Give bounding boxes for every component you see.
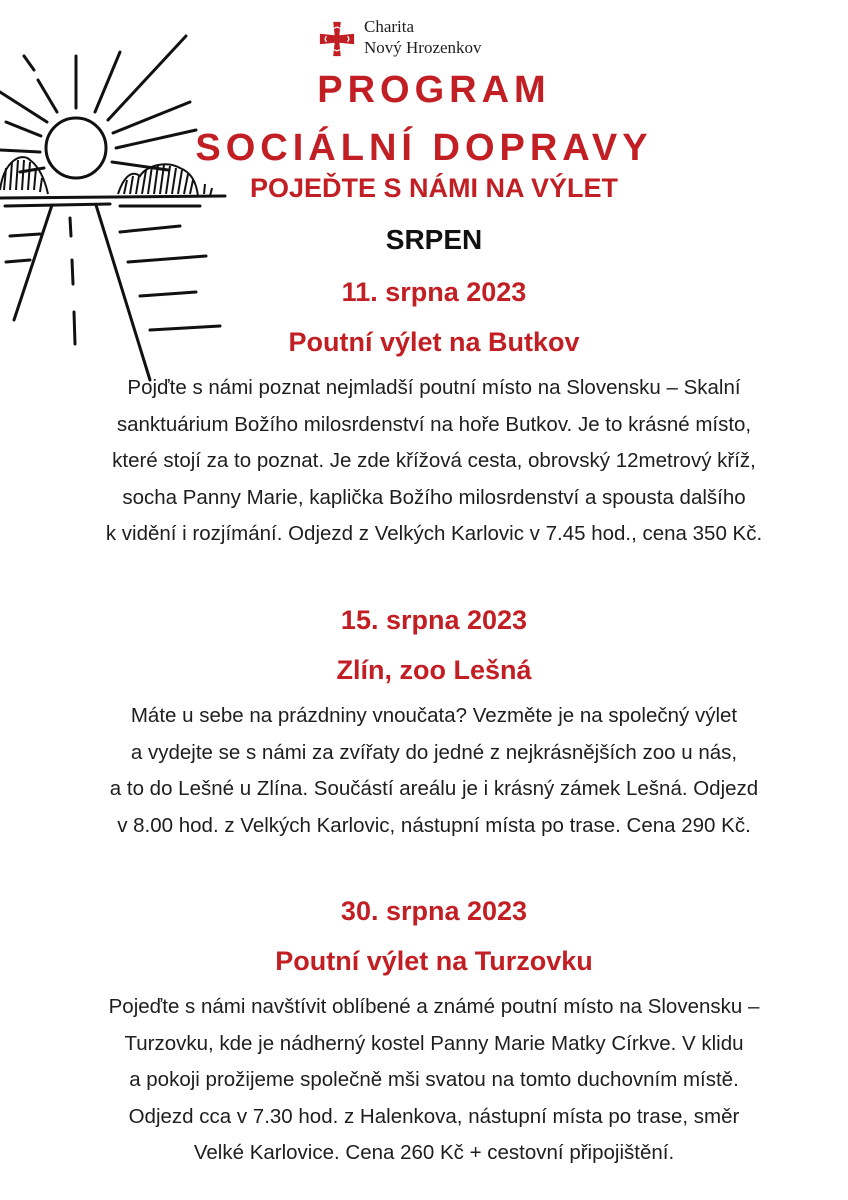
description-line: a to do Lešné u Zlína. Součástí areálu je i krásný zámek Lešná. Odjezd [109,777,759,800]
page-title-line-2: SOCIÁLNÍ DOPRAVY [195,127,653,169]
description-line: a vydejte se s námi za zvířaty do jedné z nejkrásnějších zoo u nás, [130,740,738,764]
description-line: Odjezd cca v 7.30 hod. z Halenkova, nástupní místa po trase, směr [128,1104,740,1128]
trip-section-1 [0,274,848,553]
trip-title: Poutní výlet na Butkov [288,327,580,357]
trip-section-3 [0,893,848,1172]
logo-line-2: Nový Hrozenkov [364,38,482,57]
charita-logo [318,16,558,62]
description-line: Pojeďte s námi navštívit oblíbené a známé poutní místo na Slovensku – [108,995,760,1018]
description-line: které stojí za to poznat. Je zde křížová cesta, obrovský 12metrový kříž, [112,449,756,472]
charita-cross-icon [318,20,356,58]
description-line: Velké Karlovice. Cena 260 Kč + cestovní připojištění. [193,1141,675,1164]
description-line: a pokoji prožijeme společně mši svatou na tomto duchovním místě. [129,1068,739,1091]
trip-section-2 [0,602,848,844]
month-heading: SRPEN [385,224,483,255]
trip-date: 30. srpna 2023 [340,896,528,926]
trip-description [0,370,848,553]
page-subtitle: POJEĎTE S NÁMI NA VÝLET [249,173,619,203]
description-line: socha Panny Marie, kaplička Božího milosrdenství a spousta dalšího [122,485,746,509]
description-line: k vidění i rozjímání. Odjezd z Velkých Karlovic v 7.45 hod., cena 350 Kč. [105,522,763,545]
trip-title: Zlín, zoo Lešná [336,655,532,685]
description-line: v 8.00 hod. z Velkých Karlovic, nástupní místa po trase. Cena 290 Kč. [117,813,751,837]
trip-date: 11. srpna 2023 [341,277,527,307]
description-line: Turzovku, kde je nádherný kostel Panny Marie Matky Církve. V klidu [124,1031,744,1055]
description-line: Pojďte s námi poznat nejmladší poutní místo na Slovensku – Skalní [127,376,741,399]
page-title-line-1: PROGRAM [317,69,551,111]
description-line: sanktuárium Božího milosrdenství na hoře Butkov. Je to krásné místo, [116,412,752,436]
logo-line-1: Charita [364,17,415,36]
trip-date: 15. srpna 2023 [340,605,528,635]
description-line: Máte u sebe na prázdniny vnoučata? Vezměte je na společný výlet [130,704,738,727]
trip-description [0,989,848,1172]
trip-title: Poutní výlet na Turzovku [275,946,593,976]
trip-description [0,698,848,844]
